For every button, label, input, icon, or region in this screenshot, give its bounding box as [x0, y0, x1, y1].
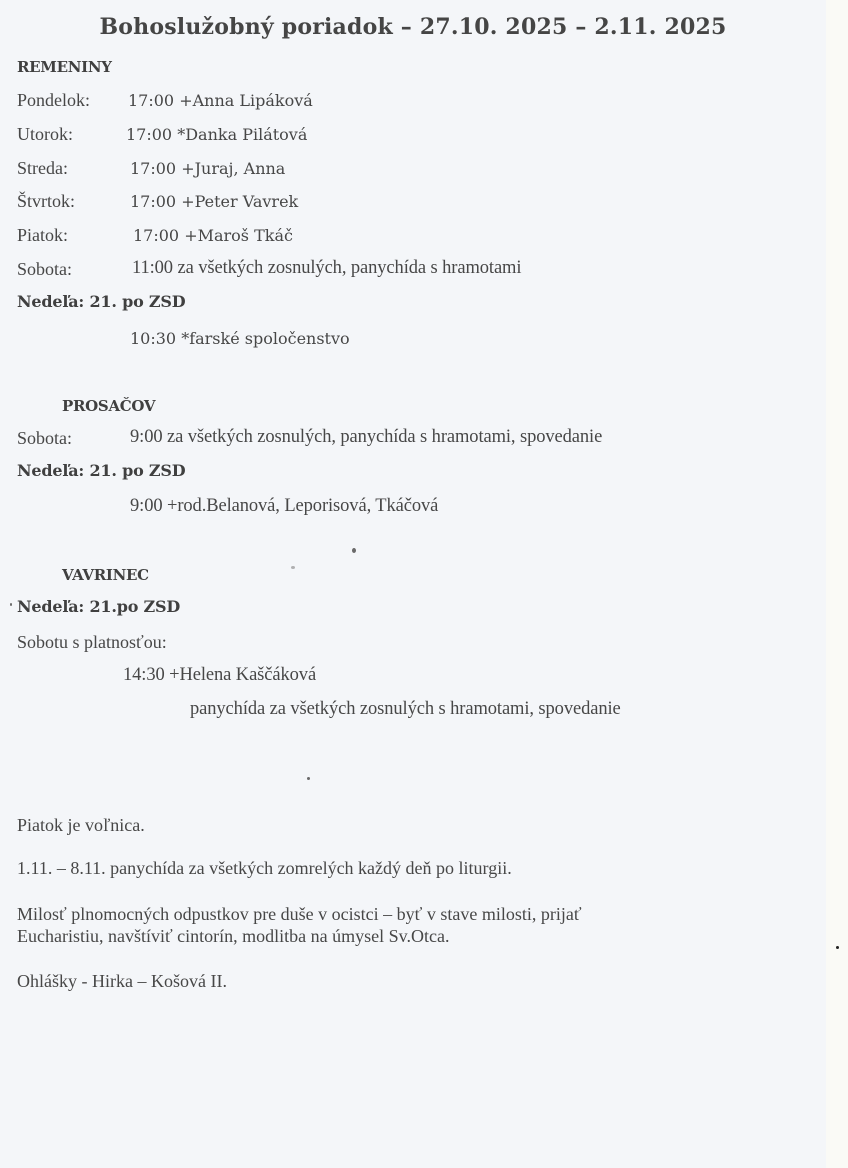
sunday-intention-remeniny: 10:30 *farské spoločenstvo — [130, 329, 350, 348]
day-label-saturday: Sobota: — [17, 259, 73, 279]
sunday-intention-prosacov: 9:00 +rod.Belanová, Leporisová, Tkáčová — [130, 496, 439, 516]
mass-intention-vavrinec: 14:30 +Helena Kaščáková — [123, 665, 317, 685]
sunday-heading-remeniny: Nedeľa: 21. po ZSD — [17, 292, 186, 311]
scan-speck — [291, 566, 295, 569]
day-label-saturday-prosacov: Sobota: — [17, 428, 73, 448]
mass-intention-saturday: 11:00 za všetkých zosnulých, panychída s hramotami — [132, 258, 522, 278]
panychida-note-vavrinec: panychída za všetkých zosnulých s hramotami, spovedanie — [190, 699, 621, 719]
sunday-heading-vavrinec: Nedeľa: 21.po ZSD — [17, 597, 181, 616]
section-heading-vavrinec: VAVRINEC — [62, 566, 149, 584]
page-title: Bohoslužobný poriadok – 27.10. 2025 – 2.11. 2025 — [99, 14, 727, 40]
day-label-thursday: Štvrtok: — [17, 191, 76, 211]
day-label-wednesday: Streda: — [17, 158, 68, 178]
day-label-monday: Pondelok: — [17, 90, 91, 110]
scan-speck — [307, 777, 310, 780]
note-free-friday: Piatok je voľnica. — [17, 815, 145, 835]
scan-speck — [352, 548, 356, 553]
mass-intention-monday: 17:00 +Anna Lipáková — [128, 91, 313, 110]
section-heading-prosacov: PROSAČOV — [62, 397, 156, 415]
day-label-tuesday: Utorok: — [17, 124, 73, 144]
note-panychida-dates: 1.11. – 8.11. panychída za všetkých zomrelých každý deň po liturgii. — [17, 858, 512, 878]
mass-intention-friday: 17:00 +Maroš Tkáč — [133, 226, 293, 245]
scan-speck — [10, 603, 12, 606]
mass-intention-tuesday: 17:00 *Danka Pilátová — [126, 125, 308, 144]
scan-speck — [836, 946, 839, 949]
mass-intention-thursday: 17:00 +Peter Vavrek — [130, 192, 299, 211]
sunday-heading-prosacov: Nedeľa: 21. po ZSD — [17, 461, 186, 480]
note-indulgence-line2: Eucharistiu, navštíviť cintorín, modlitba na úmysel Sv.Otca. — [17, 926, 450, 946]
note-banns: Ohlášky - Hirka – Košová II. — [17, 971, 227, 991]
scan-edge-strip — [826, 0, 848, 1168]
day-label-friday: Piatok: — [17, 225, 69, 245]
mass-intention-saturday-prosacov: 9:00 za všetkých zosnulých, panychída s hramotami, spovedanie — [130, 427, 603, 447]
note-indulgence-line1: Milosť plnomocných odpustkov pre duše v ocistci – byť v stave milosti, prijať — [17, 904, 582, 924]
saturday-validity-label: Sobotu s platnosťou: — [17, 632, 167, 652]
section-heading-remeniny: REMENINY — [17, 58, 112, 76]
mass-intention-wednesday: 17:00 +Juraj, Anna — [130, 159, 286, 178]
